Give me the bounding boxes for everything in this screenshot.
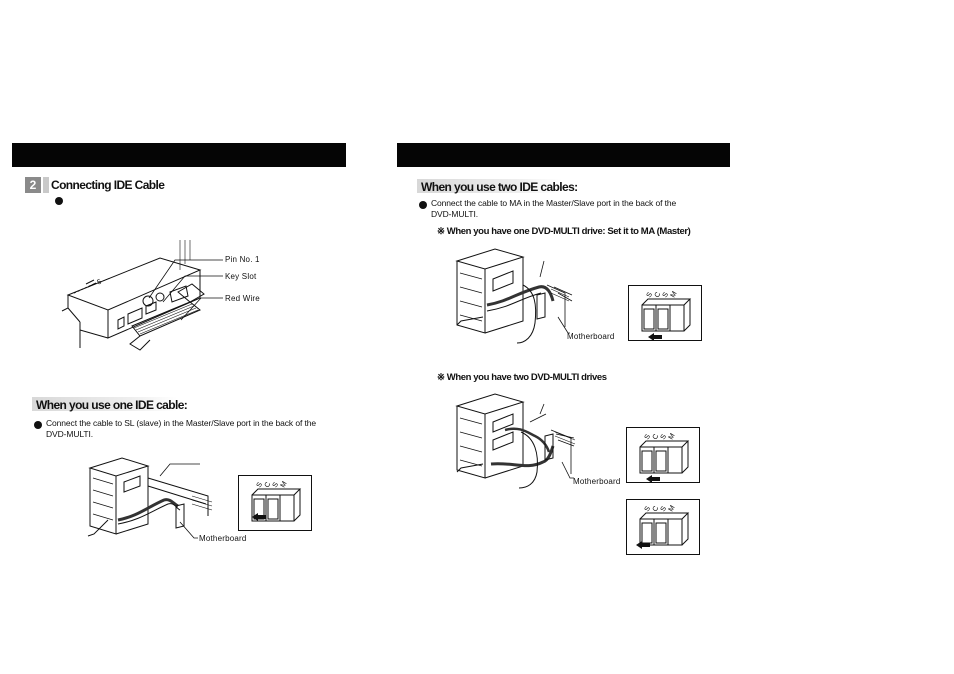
- left-page-header-bar: [12, 143, 346, 167]
- svg-text:M: M: [667, 504, 677, 513]
- one-cable-heading: When you use one IDE cable:: [36, 398, 188, 412]
- motherboard-label: Motherboard: [199, 534, 247, 543]
- svg-text:S: S: [659, 505, 669, 513]
- svg-text:S: S: [643, 433, 653, 441]
- pin-no-label: Pin No. 1: [225, 255, 260, 264]
- right-page-header-bar: [397, 143, 730, 167]
- two-cables-instruction-line1: Connect the cable to MA in the Master/Slave port in the back of the: [431, 198, 677, 208]
- svg-text:C: C: [651, 433, 661, 441]
- jumper-setting-ma-diagram: [628, 285, 702, 341]
- svg-text:S: S: [271, 481, 281, 489]
- callout-leader-lines: [145, 254, 225, 324]
- svg-text:S: S: [643, 505, 653, 513]
- key-slot-label: Key Slot: [225, 272, 257, 281]
- svg-text:M: M: [669, 290, 679, 299]
- two-cables-instruction-line2: DVD-MULTI.: [431, 209, 479, 219]
- svg-text:S: S: [645, 291, 655, 299]
- two-drives-subheading: ※ When you have two DVD-MULTI drives: [437, 372, 607, 383]
- red-wire-label: Red Wire: [225, 294, 260, 303]
- one-cable-instruction-line2: DVD-MULTI.: [46, 429, 94, 439]
- jumper-setting-drive2-diagram: [626, 499, 700, 555]
- one-drive-subheading: ※ When you have one DVD-MULTI drive: Set it to MA (Master): [437, 226, 691, 237]
- one-drive-leader-lines: [540, 257, 620, 341]
- section-title: Connecting IDE Cable: [51, 178, 165, 192]
- step-badge-decoration: [43, 177, 49, 193]
- one-cable-leader-lines: [160, 460, 220, 542]
- svg-text:S: S: [255, 481, 265, 489]
- svg-text:C: C: [651, 505, 661, 513]
- one-cable-instruction-line1: Connect the cable to SL (slave) in the Master/Slave port in the back of the: [46, 418, 317, 428]
- svg-text:S: S: [661, 291, 671, 299]
- svg-text:M: M: [279, 480, 289, 489]
- bullet: [419, 201, 427, 209]
- two-drives-leader-lines: [540, 400, 620, 486]
- svg-text:— 5 —: — 5 —: [88, 275, 111, 290]
- step-number-badge: 2: [25, 177, 41, 193]
- empty-bullet: [55, 197, 63, 205]
- one-drive-motherboard-label: Motherboard: [567, 332, 615, 341]
- svg-text:S: S: [659, 433, 669, 441]
- svg-text:C: C: [263, 481, 273, 489]
- jumper-setting-drive1-diagram: [626, 427, 700, 483]
- bullet: [34, 421, 42, 429]
- two-drives-motherboard-label: Motherboard: [573, 477, 621, 486]
- two-cables-heading: When you use two IDE cables:: [421, 180, 578, 194]
- jumper-setting-sl-diagram: [238, 475, 312, 531]
- svg-text:C: C: [653, 291, 663, 299]
- svg-text:M: M: [667, 432, 677, 441]
